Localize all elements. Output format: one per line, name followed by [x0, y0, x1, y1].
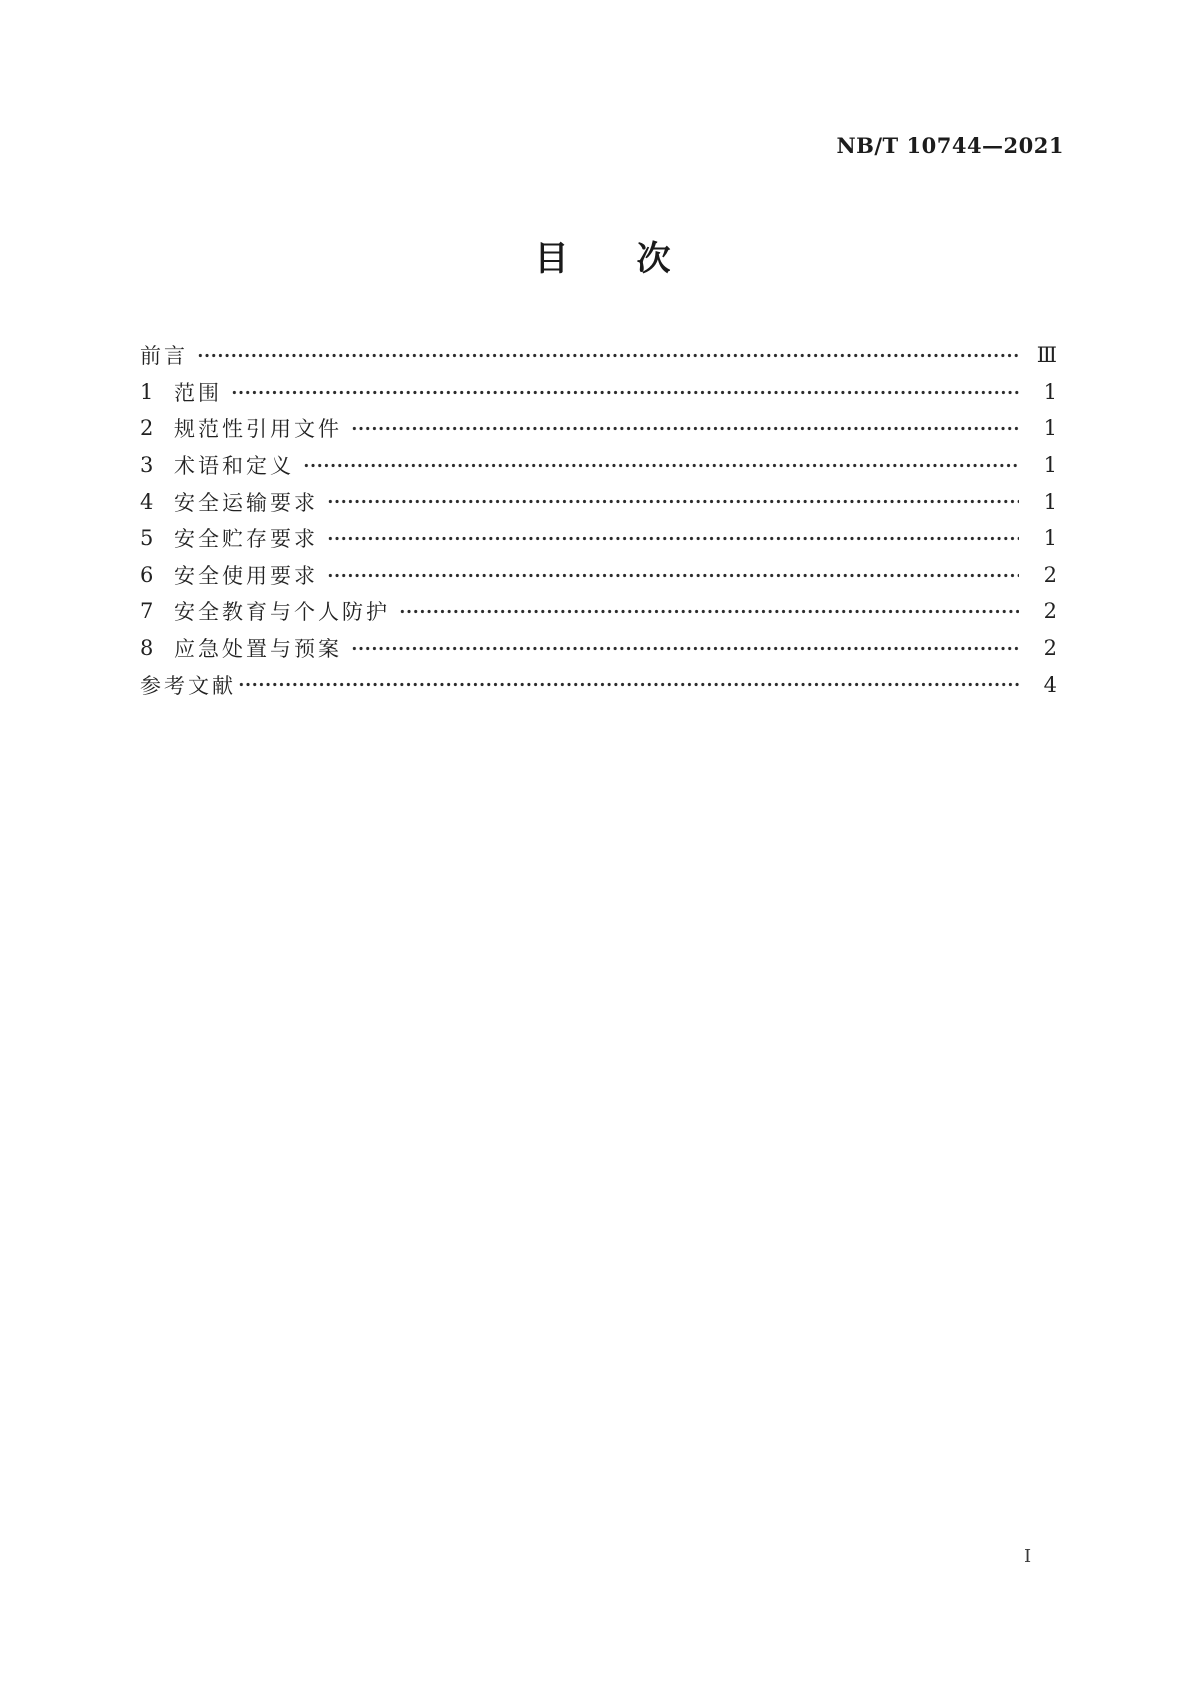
toc-leader-dots [399, 593, 1019, 630]
toc-entry-number: 6 [140, 562, 154, 587]
page-title [0, 241, 1191, 277]
page-title-text: 目 次 [534, 239, 671, 279]
toc-row [140, 447, 1057, 484]
toc-page-number: 1 [1043, 453, 1057, 478]
toc-entry-label: 术语和定义 [174, 454, 294, 479]
toc-row [140, 337, 1057, 374]
toc-list [140, 337, 1057, 703]
toc-row [140, 630, 1057, 667]
toc-entry-number: 2 [140, 416, 154, 441]
toc-entry-label: 安全教育与个人防护 [174, 600, 390, 625]
toc-leader-dots [327, 520, 1019, 557]
toc-page-number: 2 [1043, 599, 1057, 624]
toc-entry-number: 8 [140, 636, 154, 661]
toc-page-number: 1 [1043, 526, 1057, 551]
toc-page-number: 2 [1043, 562, 1057, 587]
toc-entry-label: 参考文献 [140, 673, 236, 698]
toc-row [140, 483, 1057, 520]
toc-page-number: Ⅲ [1036, 343, 1057, 368]
toc-entry-label: 应急处置与预案 [174, 637, 342, 662]
toc-entry-number: 7 [140, 599, 154, 624]
toc-entry-label: 范围 [174, 380, 222, 405]
standard-code: NB/T 10744—2021 [836, 133, 1064, 158]
toc-row [140, 374, 1057, 411]
toc-leader-dots [327, 483, 1019, 520]
toc-page-number: 1 [1043, 489, 1057, 514]
toc-leader-dots [238, 666, 1019, 703]
toc-entry-label: 安全贮存要求 [174, 527, 318, 552]
toc-page-number: 2 [1043, 636, 1057, 661]
toc-leader-dots [351, 630, 1019, 667]
toc-entry-number: 1 [140, 379, 154, 404]
toc-leader-dots [351, 410, 1019, 447]
toc-row [140, 520, 1057, 557]
toc-entry-label: 规范性引用文件 [174, 417, 342, 442]
toc-entry-number: 4 [140, 489, 154, 514]
toc-row [140, 557, 1057, 594]
toc-entry-label: 安全运输要求 [174, 490, 318, 515]
toc-leader-dots [303, 447, 1019, 484]
toc-leader-dots [231, 374, 1019, 411]
toc-row [140, 593, 1057, 630]
toc-entry-label: 前言 [140, 344, 188, 369]
toc-leader-dots [327, 557, 1019, 594]
toc-page-number: 1 [1043, 379, 1057, 404]
toc-page-number: 4 [1043, 672, 1057, 697]
toc-row [140, 410, 1057, 447]
toc-entry-number: 5 [140, 526, 154, 551]
toc-page-number: 1 [1043, 416, 1057, 441]
toc-row [140, 666, 1057, 703]
folio-page-number: Ⅰ [1024, 1546, 1032, 1567]
toc-entry-number: 3 [140, 453, 154, 478]
toc-entry-label: 安全使用要求 [174, 563, 318, 588]
toc-leader-dots [197, 337, 1019, 374]
